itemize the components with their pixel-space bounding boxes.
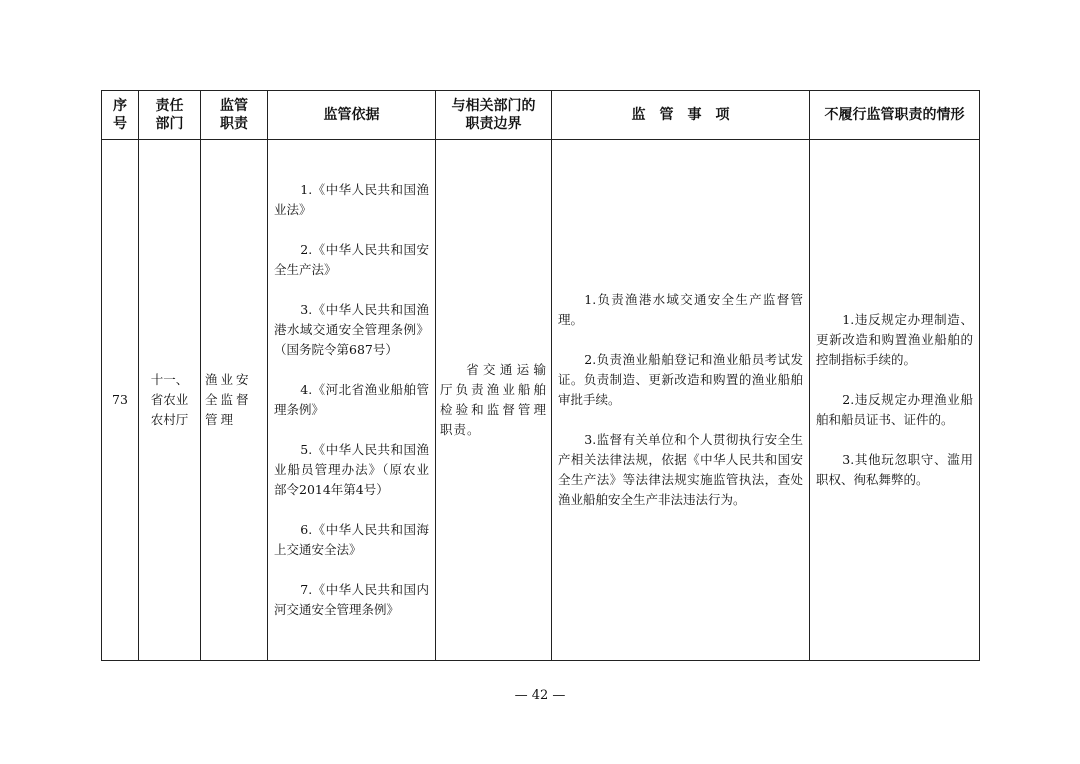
duty-table [101,90,980,661]
header-duty: 监管 职责 [201,91,268,140]
matter-item: 2.负责渔业船舶登记和渔业船员考试发证。负责制造、更新改造和购置的渔业船舶审批手续。 [558,352,803,407]
header-row [102,91,980,140]
matter-item: 3.监督有关单位和个人贯彻执行安全生产相关法律法规，依据《中华人民共和国安全生产法》等法律法规实施监管执法，查处渔业船舶安全生产非法违法行为。 [558,432,803,507]
basis-item: 6.《中华人民共和国海上交通安全法》 [274,522,429,557]
failure-item: 1.违反规定办理制造、更新改造和购置渔业船舶的控制指标手续的。 [816,312,973,367]
basis-item: 1.《中华人民共和国渔业法》 [274,182,429,217]
header-failure: 不履行监管职责的情形 [810,91,980,140]
failure-item: 2.违反规定办理渔业船舶和船员证书、证件的。 [816,392,973,427]
cell-matters [552,140,810,661]
failure-item: 3.其他玩忽职守、滥用职权、徇私舞弊的。 [816,452,973,487]
basis-item: 3.《中华人民共和国渔港水域交通安全管理条例》（国务院令第687号） [274,302,429,357]
cell-failure [810,140,980,661]
cell-seq: 73 [102,140,139,661]
header-dept: 责任 部门 [139,91,201,140]
header-matters: 监 管 事 项 [552,91,810,140]
table-row [102,140,980,661]
header-basis: 监管依据 [268,91,436,140]
header-seq: 序 号 [102,91,139,140]
basis-item: 4.《河北省渔业船舶管理条例》 [274,382,429,417]
basis-item: 5.《中华人民共和国渔业船员管理办法》（原农业部令2014年第4号） [274,442,429,497]
cell-duty: 渔业安 全监督 管理 [201,140,268,661]
cell-dept: 十一、 省农业 农村厅 [139,140,201,661]
matter-item: 1.负责渔港水域交通安全生产监督管理。 [558,292,803,327]
basis-item: 2.《中华人民共和国安全生产法》 [274,242,429,277]
cell-boundary: 省交通运输厅负责渔业船舶检验和监督管理职责。 [436,140,552,661]
cell-basis [268,140,436,661]
page-number: — 42 — [514,688,566,703]
header-boundary: 与相关部门的 职责边界 [436,91,552,140]
basis-item: 7.《中华人民共和国内河交通安全管理条例》 [274,582,429,617]
